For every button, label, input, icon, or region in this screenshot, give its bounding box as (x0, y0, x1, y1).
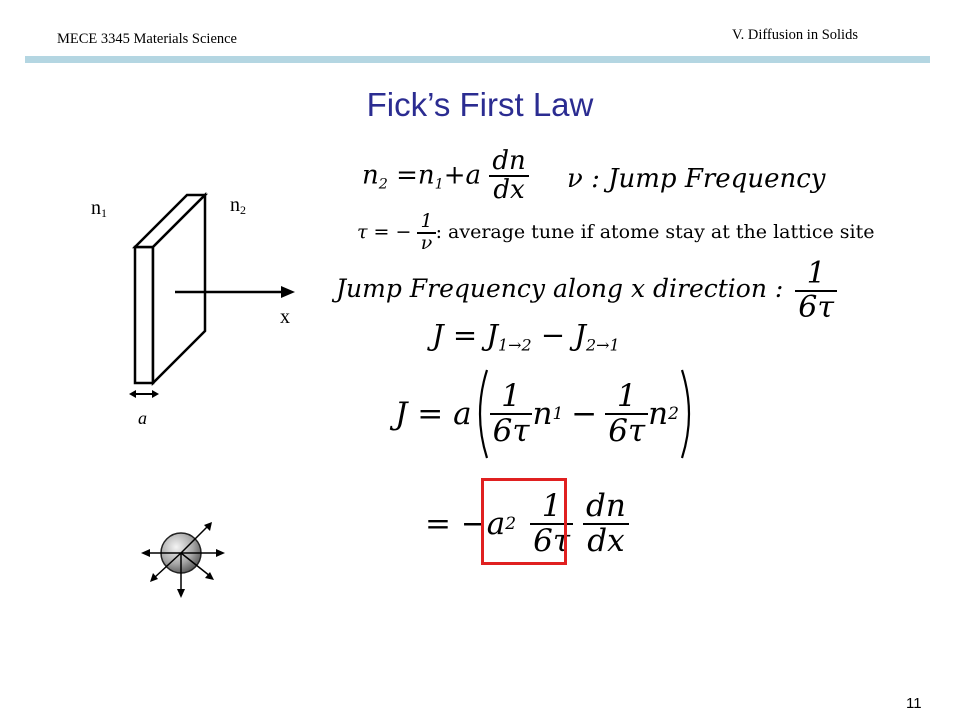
equation-concentration: $n_2 =n_1+a$ $\frac{dn}{dx}$ (362, 148, 529, 205)
equation-jump-frequency-x: Jump Frequency along x direction : $\frac{1}{6\tau}$ (336, 258, 837, 323)
slide-title: Fick’s First Law (366, 86, 594, 123)
right-paren (679, 368, 697, 460)
slab-front-face (135, 247, 153, 383)
course-title: MECE 3345 Materials Science (57, 31, 237, 47)
equation-flux-difference: $J = J_{1\to 2} - J_{2\to 1}$ (432, 318, 620, 355)
label-a: a (138, 408, 147, 428)
equation-ficks-law: = −a 2 $\frac{1}{6\tau}$ $\frac{dn}{dx}$ (425, 480, 629, 568)
label-n1: $n_1$ (91, 197, 107, 220)
slab-diagram (125, 185, 315, 425)
header-divider (25, 56, 930, 63)
x-axis-arrowhead (281, 286, 295, 298)
section-title: V. Diffusion in Solids (732, 27, 858, 43)
label-x: x (280, 306, 290, 328)
atom-jump-icon (140, 518, 230, 602)
left-paren (472, 368, 490, 460)
diffusion-coefficient-highlight (481, 478, 567, 565)
equation-flux-expanded: J = a $\frac{1}{6\tau}$ n 1 − $\frac{1}{6\tau}$ n 2 (395, 368, 697, 460)
page-number: 11 (906, 695, 922, 712)
equation-tau: τ = − $\frac{1}{\nu}$ : average tune if atome stay at the lattice site (357, 210, 875, 254)
label-n2: $n_2$ (230, 194, 246, 217)
equation-jump-frequency: ν : Jump Frequency (567, 164, 826, 194)
